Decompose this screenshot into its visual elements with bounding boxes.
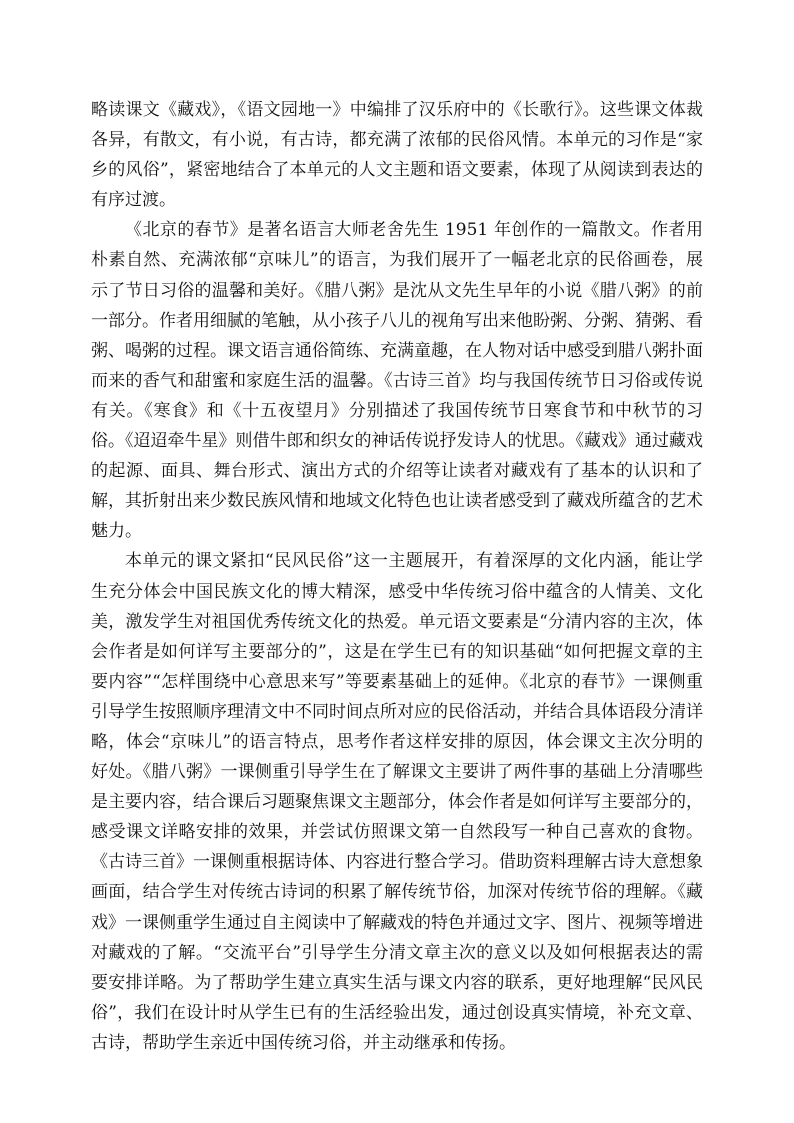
document-body [91, 95, 703, 1058]
paragraph: 本单元的课文紧扣“民风民俗”这一主题展开，有着深厚的文化内涵，能让学生充分体会中国民族文化的博大精深，感受中华传统习俗中蕴含的人情美、文化美，激发学生对祖国优秀传统文化的热爱。单元语文要素是“分清内容的主次，体会作者是如何详写主要部分的”，这是在学生已有的知识基础“如何把握文章的主要内容”“怎样围绕中心意思来写”等要素基础上的延伸。《北京的春节》一课侧重引导学生按照顺序理清文中不同时间点所对应的民俗活动，并结合具体语段分清详略，体会“京味儿”的语言特点，思考作者这样安排的原因，体会课文主次分明的好处。《腊八粥》一课侧重引导学生在了解课文主要讲了两件事的基础上分清哪些是主要内容，结合课后习题聚焦课文主题部分，体会作者是如何详写主要部分的，感受课文详略安排的效果，并尝试仿照课文第一自然段写一种自己喜欢的食物。《古诗三首》一课侧重根据诗体、内容进行整合学习。借助资料理解古诗大意想象画面，结合学生对传统古诗词的积累了解传统节俗，加深对传统节俗的理解。《藏戏》一课侧重学生通过自主阅读中了解藏戏的特色并通过文字、图片、视频等增进对藏戏的了解。“交流平台”引导学生分清文章主次的意义以及如何根据表达的需要安排详略。为了帮助学生建立真实生活与课文内容的联系，更好地理解“民风民俗”，我们在设计时从学生已有的生活经验出发，通过创设真实情境，补充文章、古诗，帮助学生亲近中国传统习俗，并主动继承和传扬。 [91, 551, 703, 1053]
paragraph: 《北京的春节》是著名语言大师老舍先生 1951 年创作的一篇散文。作者用朴素自然、充满浓郁“京味儿”的语言，为我们展开了一幅老北京的民俗画卷，展示了节日习俗的温馨和美好。《腊八粥》是沈从文先生早年的小说《腊八粥》的前一部分。作者用细腻的笔触，从小孩子八儿的视角写出来他盼粥、分粥、猜粥、看粥、喝粥的过程。课文语言通俗简练、充满童趣，在人物对话中感受到腊八粥扑面而来的香气和甜蜜和家庭生活的温馨。《古诗三首》均与我国传统节日习俗或传说有关。《寒食》和《十五夜望月》分别描述了我国传统节日寒食节和中秋节的习俗。《迢迢牵牛星》则借牛郎和织女的神话传说抒发诗人的忧思。《藏戏》通过藏戏的起源、面具、舞台形式、演出方式的介绍等让读者对藏戏有了基本的认识和了解，其折射出来少数民族风情和地域文化特色也让读者感受到了藏戏所蕴含的艺术魅力。 [91, 220, 703, 542]
paragraph: 略读课文《藏戏》，《语文园地一》中编排了汉乐府中的《长歌行》。这些课文体裁各异，有散文，有小说，有古诗，都充满了浓郁的民俗风情。本单元的习作是“家乡的风俗”，紧密地结合了本单元的人文主题和语文要素，体现了从阅读到表达的有序过渡。 [91, 100, 703, 211]
